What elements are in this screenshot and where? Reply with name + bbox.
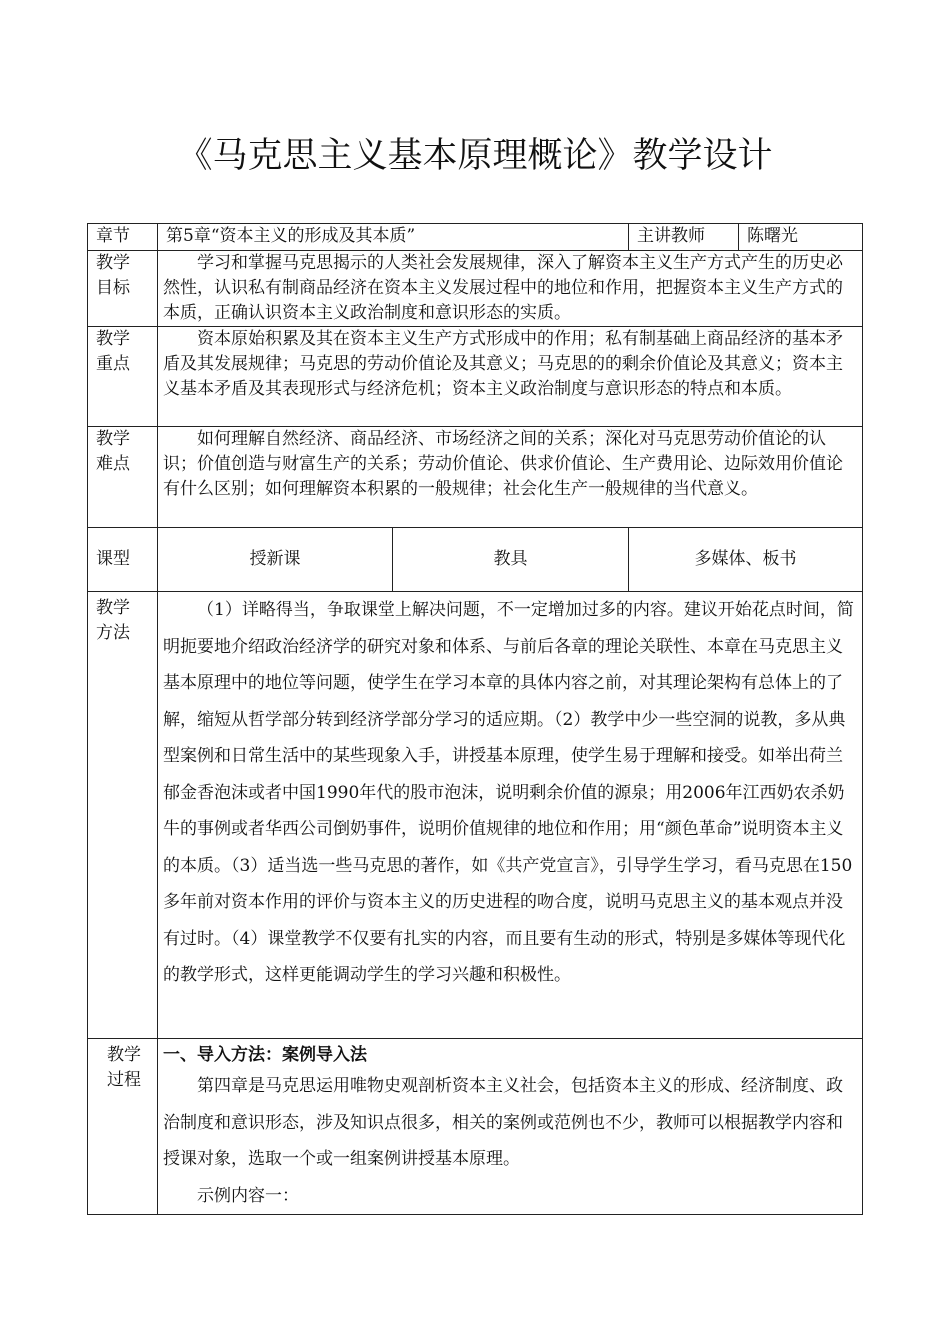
chapter-value: 第5章“资本主义的形成及其本质”: [158, 224, 629, 251]
tools-label: 教具: [393, 528, 629, 592]
methods-label-line1: 教学: [96, 598, 130, 618]
process-label: [88, 1039, 158, 1215]
methods-row: [88, 592, 863, 1039]
methods-text: （1）详略得当，争取课堂上解决问题，不一定增加过多的内容。建议开始花点时间，简明扼要地介绍政治经济学的研究对象和体系、与前后各章的理论关联性、本章在马克思主义基本原理中的地位等问题，使学生在学习本章的具体内容之前，对其理论架构有总体上的了解，缩短从哲学部分转到经济学部分学习的适应期。（2）教学中少一些空洞的说教，多从典型案例和日常生活中的某些现象入手，讲授基本原理，使学生易于理解和接受。如举出荷兰郁金香泡沫或者中国1990年代的股市泡沫，说明剩余价值的源泉；用2006年江西奶农杀奶牛的事例或者华西公司倒奶事件，说明价值规律的地位和作用；用“颜色革命”说明资本主义的本质。（3）适当选一些马克思的著作，如《共产党宣言》，引导学生学习，看马克思在150多年前对资本作用的评价与资本主义的历史进程的吻合度，说明马克思主义的基本观点并没有过时。（4）课堂教学不仅要有扎实的内容，而且要有生动的形式，特别是多媒体等现代化的教学形式，这样更能调动学生的学习兴趣和积极性。: [158, 592, 863, 1039]
tools-value: 多媒体、板书: [629, 528, 863, 592]
chapter-label: 章节: [88, 224, 158, 251]
goals-label-line2: 目标: [96, 278, 130, 298]
methods-label: [88, 592, 158, 1039]
process-label-line2: 过程: [107, 1070, 141, 1090]
difficulties-label-line2: 难点: [96, 454, 130, 474]
goals-label-line1: 教学: [96, 253, 130, 273]
key-points-text: 资本原始积累及其在资本主义生产方式形成中的作用；私有制基础上商品经济的基本矛盾及其发展规律；马克思的劳动价值论及其意义；马克思的的剩余价值论及其意义；资本主义基本矛盾及其表现形式与经济危机；资本主义政治制度与意识形态的特点和本质。: [158, 327, 863, 427]
key-points-label-line2: 重点: [96, 354, 130, 374]
methods-label-line2: 方法: [96, 623, 130, 643]
process-paragraph: 第四章是马克思运用唯物史观剖析资本主义社会，包括资本主义的形成、经济制度、政治制度和意识形态，涉及知识点很多，相关的案例或范例也不少，教师可以根据教学内容和授课对象，选取一个或一组案例讲授基本原理。: [163, 1076, 843, 1169]
teacher-value: 陈曙光: [739, 224, 863, 251]
difficulties-row: [88, 427, 863, 528]
process-heading: 一、导入方法：案例导入法: [163, 1045, 367, 1065]
course-type-value: 授新课: [158, 528, 393, 592]
goals-row: [88, 251, 863, 327]
difficulties-label-line1: 教学: [96, 429, 130, 449]
process-example: 示例内容一：: [197, 1185, 299, 1206]
chapter-row: [88, 224, 863, 251]
course-type-row: [88, 528, 863, 592]
goals-label: [88, 251, 158, 327]
key-points-row: [88, 327, 863, 427]
difficulties-text: 如何理解自然经济、商品经济、市场经济之间的关系；深化对马克思劳动价值论的认识；价值创造与财富生产的关系；劳动价值论、供求价值论、生产费用论、边际效用价值论有什么区别；如何理解资本积累的一般规律；社会化生产一般规律的当代意义。: [158, 427, 863, 528]
teacher-label: 主讲教师: [629, 224, 739, 251]
key-points-label: [88, 327, 158, 427]
course-type-label: 课型: [88, 528, 158, 592]
process-content: [158, 1039, 863, 1215]
document-title: 《马克思主义基本原理概论》教学设计: [177, 136, 773, 176]
difficulties-label: [88, 427, 158, 528]
goals-text: 学习和掌握马克思揭示的人类社会发展规律，深入了解资本主义生产方式产生的历史必然性，认识私有制商品经济在资本主义发展过程中的地位和作用，把握资本主义生产方式的本质，正确认识资本主义政治制度和意识形态的实质。: [158, 251, 863, 327]
lesson-plan-table: [87, 223, 863, 1215]
process-label-line1: 教学: [107, 1045, 141, 1065]
key-points-label-line1: 教学: [96, 329, 130, 349]
process-row: [88, 1039, 863, 1215]
